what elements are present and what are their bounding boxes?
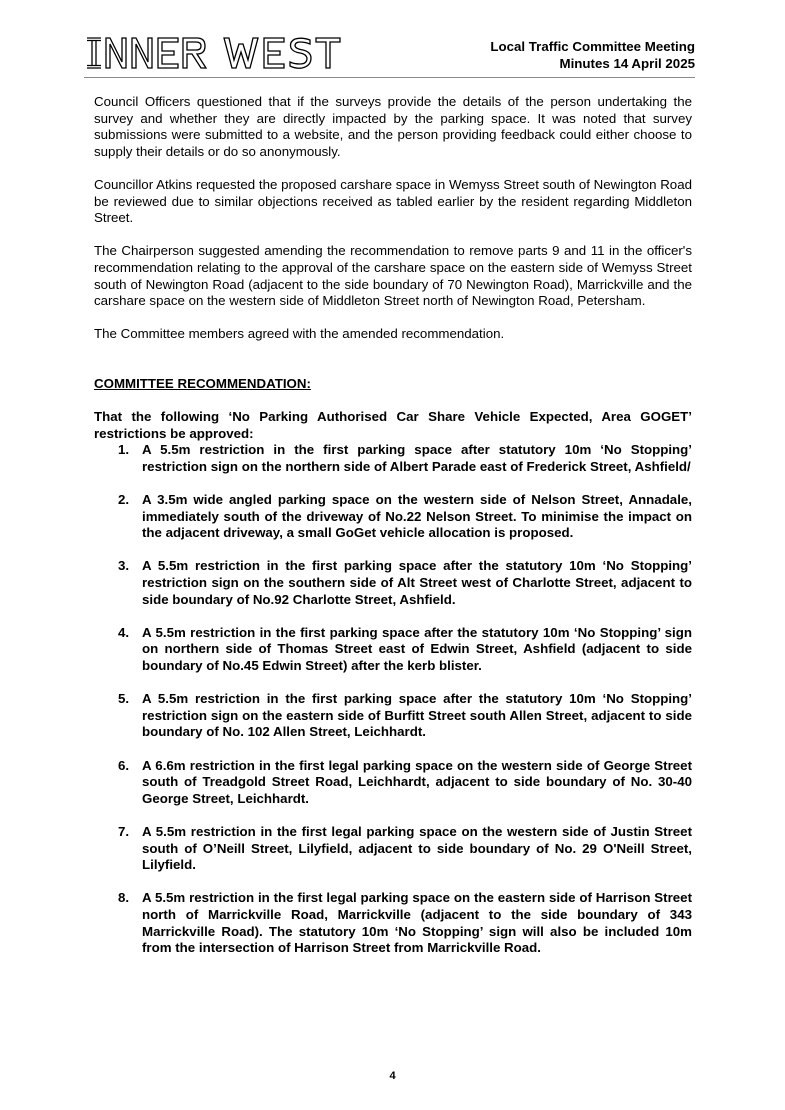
list-item	[94, 492, 692, 542]
list-item-number: 4.	[118, 624, 130, 640]
list-item	[94, 691, 692, 741]
list-item-number: 8.	[118, 890, 130, 906]
list-item-number: 7.	[118, 823, 130, 839]
inner-west-logo	[84, 34, 344, 72]
list-item-number: 3.	[118, 558, 130, 574]
list-item	[94, 824, 692, 874]
list-item-text: A 5.5m restriction in the first parking space after the statutory 10m ‘No Stopping’ restriction sign on the eastern side of Burfitt Street south Allen Street, adjacent to side boundary of No. 102 Allen Street, Leichhardt.	[142, 691, 692, 740]
list-item-text: A 5.5m restriction in the first parking space after the statutory 10m ‘No Stopping’ restriction sign on the southern side of Alt Street west of Charlotte Street, adjacent to side boundary of No.92 Charlotte Street, Ashfield.	[142, 558, 692, 607]
recommendation-intro: That the following ‘No Parking Authorised Car Share Vehicle Expected, Area GOGET’ restrictions be approved:	[94, 409, 692, 441]
list-item-text: A 5.5m restriction in the first parking space after statutory 10m ‘No Stopping’ restriction sign on the northern side of Albert Parade east of Frederick Street, Ashfield/	[142, 442, 692, 474]
list-item	[94, 758, 692, 808]
list-item	[94, 625, 692, 675]
meeting-date: Minutes 14 April 2025	[559, 56, 695, 71]
paragraph-councillor-atkins: Councillor Atkins requested the proposed carshare space in Wemyss Street south of Newington Road be reviewed due to similar objections received as tabled earlier by the resident regarding Middleton Street.	[94, 176, 692, 226]
document-body	[94, 94, 692, 973]
list-item-number: 6.	[118, 757, 130, 773]
paragraph-chairperson: The Chairperson suggested amending the recommendation to remove parts 9 and 11 in the officer's recommendation relating to the approval of the carshare space on the eastern side of Wemyss Street south of Newington Road (adjacent to the side boundary of 70 Newington Road), Marrickville and the carshare space on the western side of Middleton Street north of Newington Road, Petersham.	[94, 243, 692, 309]
meeting-title	[490, 38, 695, 72]
list-item-text: A 5.5m restriction in the first legal parking space on the eastern side of Harrison Street north of Marrickville Road, Marrickville (adjacent to the side boundary of 343 Marrickville Road). The statutory 10m ‘No Stopping’ sign will also be included 10m from the intersection of Harrison Street from Marrickville Road.	[142, 890, 692, 956]
page-header	[84, 34, 695, 76]
recommendation-heading: COMMITTEE RECOMMENDATION:	[94, 375, 311, 391]
list-item-text: A 5.5m restriction in the first legal parking space on the western side of Justin Street south of O’Neill Street, Lilyfield, adjacent to side boundary of No. 29 O'Neill Street, Lilyfield.	[142, 823, 692, 873]
list-item-text: A 5.5m restriction in the first parking space after the statutory 10m ‘No Stopping’ sign on northern side of Thomas Street east of Edwin Street, Ashfield (adjacent to side boundary of No.45 Edwin Street) after the kerb blister.	[142, 624, 692, 673]
paragraph-committee-agreed: The Committee members agreed with the amended recommendation.	[94, 326, 505, 342]
list-item-text: A 3.5m wide angled parking space on the western side of Nelson Street, Annadale, immediately south of the driveway of No.22 Nelson Street. To minimise the impact on the adjacent driveway, a small GoGet vehicle allocation is proposed.	[142, 492, 692, 541]
list-item-number: 2.	[118, 492, 130, 508]
header-divider	[84, 77, 695, 78]
paragraph-council-officers: Council Officers questioned that if the surveys provide the details of the person undertaking the survey and whether they are directly impacted by the parking space. It was noted that survey submissions were submitted to a website, and the person providing feedback could either choose to supply their details or do so anonymously.	[94, 94, 692, 159]
list-item-number: 5.	[118, 691, 130, 707]
list-item-text: A 6.6m restriction in the first legal parking space on the western side of George Street south of Treadgold Street Road, Leichhardt, adjacent to side boundary of No. 30-40 George Street, Leichhardt.	[142, 757, 692, 806]
recommendation-list	[94, 442, 692, 956]
list-item	[94, 442, 692, 475]
page-number: 4	[389, 1070, 396, 1082]
list-item	[94, 890, 692, 956]
list-item-number: 1.	[118, 442, 130, 458]
meeting-name: Local Traffic Committee Meeting	[490, 39, 695, 54]
list-item	[94, 558, 692, 608]
